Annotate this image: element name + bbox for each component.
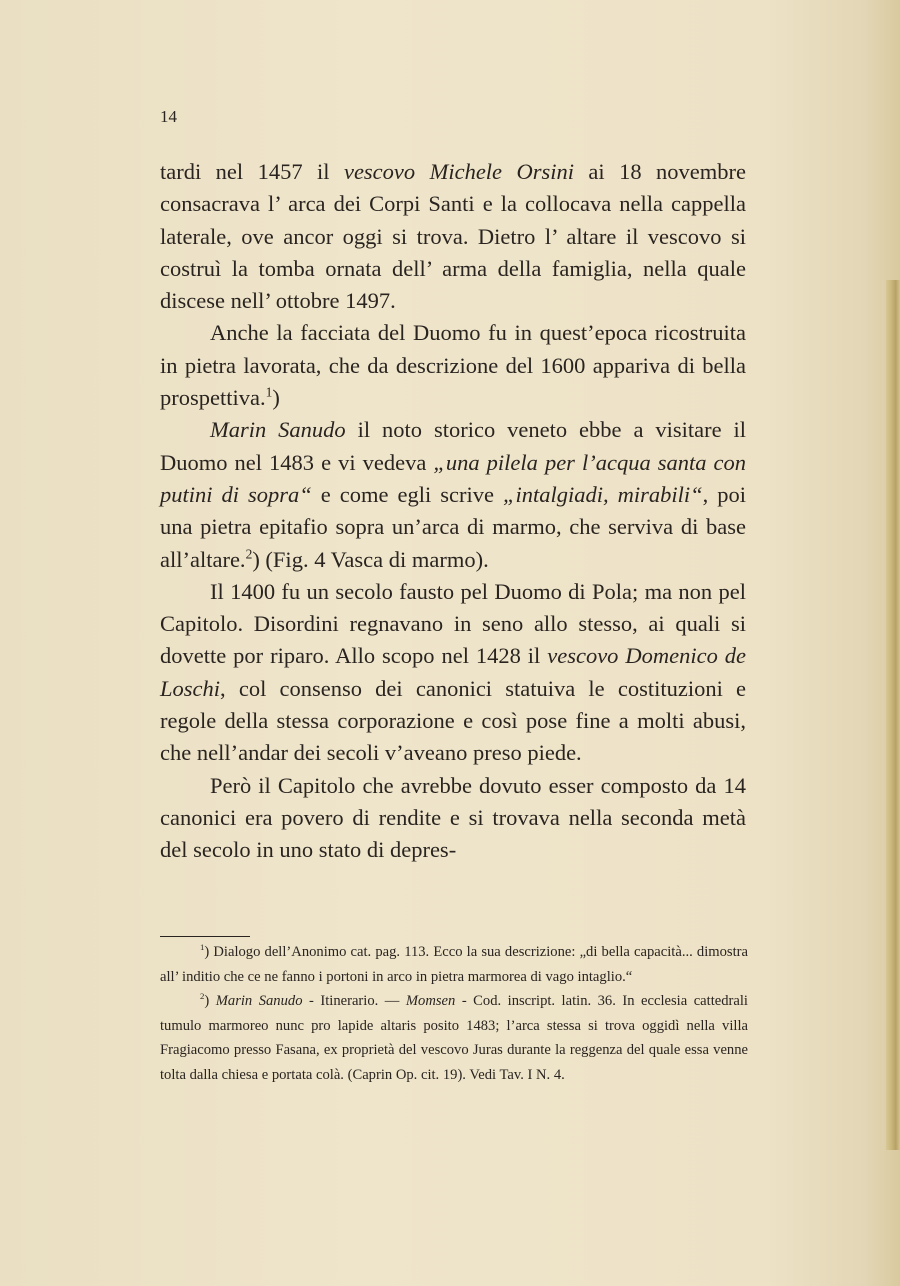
footnote-rule (160, 936, 250, 937)
footnote (160, 989, 748, 1087)
paragraph (160, 317, 746, 414)
italic-text: „intalgiadi, mirabili“ (502, 481, 703, 507)
paragraph (160, 576, 746, 770)
text-run: Però il Capitolo che avrebbe dovuto esser composto da 14 canonici era povero di rendite e si trovava nella seconda metà del secolo in uno stato di depres- (160, 772, 746, 863)
page-number: 14 (160, 107, 177, 126)
text-run: il noto storico veneto ebbe a visitare il Duomo nel 1483 e vi vedeva (160, 417, 747, 475)
footnote-marker: 1 (200, 942, 205, 953)
italic-text: Marin Sanudo (210, 417, 346, 443)
footnote-marker: 1 (265, 384, 273, 400)
text-run: , col consenso dei canonici statuiva le costituzioni e regole della stessa corporazione e così pose fine a molti abusi, che nell’andar dei secoli v’aveano preso piede. (160, 675, 746, 766)
paragraph (160, 156, 746, 317)
footnote-marker: 2 (200, 991, 205, 1002)
text-run: - Cod. inscript. latin. 36. In ecclesia cattedrali tumulo marmoreo nunc pro lapide altaris posito 1483; l’arca stessa si trova oggidì nella villa Fragiacomo presso Fasana, ex proprietà del vescovo Juras durante la reggenza del quale essa venne tolta dalla chiesa e portata colà. (Caprin Op. cit. 19). Vedi Tav. I N. 4. (160, 993, 748, 1083)
body-text (160, 156, 746, 867)
italic-text: Momsen (405, 993, 456, 1009)
italic-text: Marin Sanudo (215, 993, 303, 1009)
paragraph (160, 414, 746, 575)
italic-text: vescovo Domenico de Loschi (160, 643, 746, 701)
text-run: Il 1400 fu un secolo fausto pel Duomo di Pola; ma non pel Capitolo. Disordini regnavano in seno allo stesso, ai quali si dovette por riparo. Allo scopo nel 1428 il (160, 578, 746, 669)
italic-text: vescovo Michele Orsini (343, 159, 574, 184)
footnotes (160, 940, 748, 1087)
text-run: ) (272, 385, 280, 411)
text-run: ) Dialogo dell’Anonimo cat. pag. 113. Ecco la sua descrizione: „di bella capacità... dimostra all’ inditio che ce ne fanno i portoni in arco in pietra marmorea di vago intaglio.“ (160, 944, 748, 985)
text-run: , poi una pietra epitafio sopra un’arca di marmo, che serviva di base all’altare. (160, 481, 746, 572)
text-run: tardi nel 1457 il (160, 159, 344, 184)
text-run: e come egli scrive (311, 481, 503, 507)
italic-text: „una pilela per l’acqua santa con putini di sopra“ (160, 449, 746, 507)
text-run: Anche la facciata del Duomo fu in quest’epoca ricostruita in pietra lavorata, che da descrizione del 1600 appariva di bella prospettiva. (160, 320, 746, 411)
paragraph (160, 770, 746, 867)
text-run: ) (204, 993, 216, 1009)
footnote (160, 940, 748, 989)
text-run: ) (Fig. 4 Vasca di marmo). (252, 546, 489, 572)
text-run: - Itinerario. — (302, 993, 406, 1009)
page-edge-shadow (886, 280, 900, 1150)
footnote-marker: 2 (245, 546, 253, 562)
text-run: ai 18 novembre consacrava l’ arca dei Corpi Santi e la collocava nella cappella laterale, ove ancor oggi si trova. Dietro l’ altare il vescovo si costruì la tomba ornata dell’ arma della famiglia, nella quale discese nell’ ottobre 1497. (160, 159, 746, 314)
